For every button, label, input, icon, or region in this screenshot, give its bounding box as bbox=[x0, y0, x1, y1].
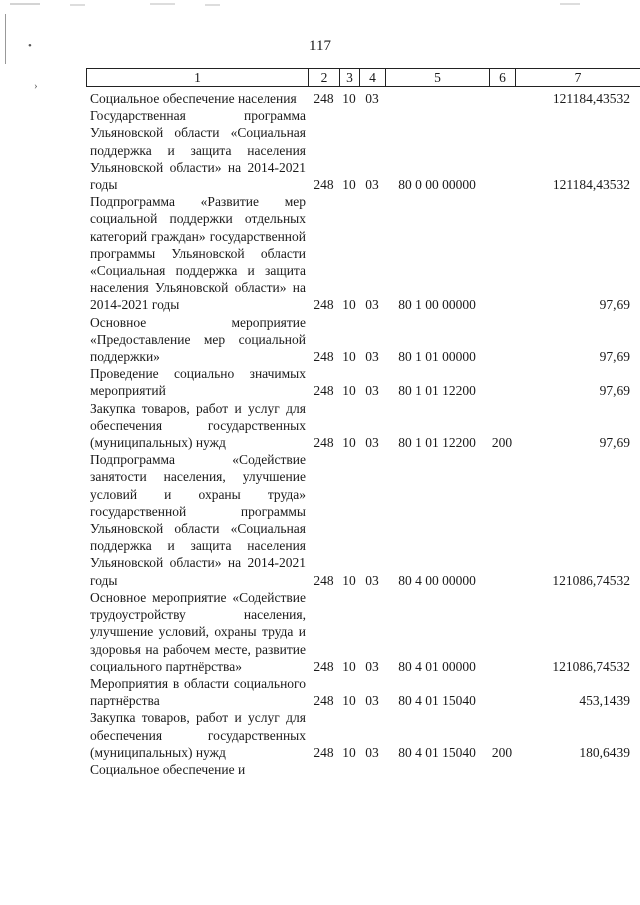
table-row bbox=[86, 451, 640, 589]
row-code-4: 03 bbox=[365, 383, 379, 399]
row-name: Государственная программа Ульяновской области «Социальная поддержка и защита населения Ульяновской области» на 2014-2021 годы bbox=[90, 108, 306, 193]
row-code-3: 10 bbox=[342, 297, 356, 313]
row-code-5: 80 4 01 15040 bbox=[398, 693, 476, 709]
row-code-2: 248 bbox=[313, 693, 334, 709]
column-header-table bbox=[86, 68, 640, 87]
column-header: 2 bbox=[309, 69, 340, 87]
row-amount: 121184,43532 bbox=[552, 91, 630, 106]
budget-rows bbox=[86, 90, 640, 778]
row-code-5: 80 1 01 12200 bbox=[398, 383, 476, 399]
table-row bbox=[86, 709, 640, 761]
column-header: 4 bbox=[360, 69, 386, 87]
column-header: 3 bbox=[340, 69, 360, 87]
row-amount: 453,1439 bbox=[579, 693, 630, 709]
row-code-2: 248 bbox=[313, 349, 334, 365]
row-code-5: 80 4 00 00000 bbox=[398, 572, 476, 588]
row-code-2: 248 bbox=[313, 383, 334, 399]
row-code-3: 10 bbox=[342, 572, 356, 588]
column-header: 1 bbox=[87, 69, 309, 87]
row-amount: 180,6439 bbox=[579, 744, 630, 760]
row-code-3: 10 bbox=[342, 349, 356, 365]
row-code-3: 10 bbox=[342, 435, 356, 451]
row-code-6: 200 bbox=[491, 435, 513, 451]
table-row bbox=[86, 761, 640, 778]
row-name: Мероприятия в области социального партнёрства bbox=[90, 675, 306, 709]
table-row bbox=[86, 675, 640, 709]
row-code-3: 10 bbox=[342, 658, 356, 674]
row-code-2: 248 bbox=[313, 435, 334, 451]
row-code-5: 80 4 01 00000 bbox=[398, 658, 476, 674]
row-name: Социальное обеспечение и bbox=[90, 761, 246, 777]
table-row bbox=[86, 90, 640, 107]
row-amount: 97,69 bbox=[599, 435, 630, 451]
margin-mark: • bbox=[28, 40, 32, 52]
row-code-4: 03 bbox=[365, 658, 379, 674]
row-code-4: 03 bbox=[365, 572, 379, 588]
row-code-2: 248 bbox=[313, 572, 334, 588]
row-name: Закупка товаров, работ и услуг для обеспечения государственных (муниципальных) нужд bbox=[90, 710, 306, 760]
column-header: 6 bbox=[490, 69, 516, 87]
row-code-5: 80 1 00 00000 bbox=[398, 297, 476, 313]
row-name: Закупка товаров, работ и услуг для обеспечения государственных (муниципальных) нужд bbox=[90, 400, 306, 451]
row-code-3: 10 bbox=[342, 91, 356, 106]
row-code-4: 03 bbox=[365, 435, 379, 451]
row-name: Подпрограмма «Содействие занятости населения, улучшение условий и охраны труда» государственной программы Ульяновской области «Социальная поддержка и защита населения Ульяновской области» на 2014-2021 годы bbox=[90, 452, 306, 588]
row-amount: 121184,43532 bbox=[552, 177, 630, 193]
scan-artifact-top bbox=[0, 0, 640, 14]
row-code-5: 80 1 01 12200 bbox=[398, 435, 476, 451]
row-code-5: 80 0 00 00000 bbox=[398, 177, 476, 193]
row-code-4: 03 bbox=[365, 693, 379, 709]
row-name: Основное мероприятие «Предоставление мер социальной поддержки» bbox=[90, 314, 306, 365]
row-code-6: 200 bbox=[491, 744, 513, 760]
row-amount: 97,69 bbox=[599, 349, 630, 365]
row-code-3: 10 bbox=[342, 177, 356, 193]
row-amount: 121086,74532 bbox=[552, 658, 630, 674]
row-code-2: 248 bbox=[313, 297, 334, 313]
page-number: 117 bbox=[309, 38, 331, 54]
table-row bbox=[86, 400, 640, 452]
row-code-4: 03 bbox=[365, 91, 379, 106]
row-code-2: 248 bbox=[313, 744, 334, 760]
row-name: Основное мероприятие «Содействие трудоустройству населения, улучшение условий, охраны труда и здоровья на рабочем месте, развитие социального партнёрства» bbox=[90, 589, 306, 674]
table-row bbox=[86, 365, 640, 399]
row-code-3: 10 bbox=[342, 744, 356, 760]
row-code-4: 03 bbox=[365, 744, 379, 760]
row-amount: 97,69 bbox=[599, 383, 630, 399]
table-row bbox=[86, 589, 640, 675]
row-code-3: 10 bbox=[342, 383, 356, 399]
row-code-3: 10 bbox=[342, 693, 356, 709]
margin-mark: › bbox=[34, 80, 38, 92]
row-code-5: 80 1 01 00000 bbox=[398, 349, 476, 365]
column-header-row bbox=[87, 69, 640, 87]
row-code-2: 248 bbox=[313, 658, 334, 674]
row-code-2: 248 bbox=[313, 91, 334, 106]
table-row bbox=[86, 314, 640, 366]
row-code-5: 80 4 01 15040 bbox=[398, 744, 476, 760]
row-code-4: 03 bbox=[365, 177, 379, 193]
row-amount: 121086,74532 bbox=[552, 572, 630, 588]
table-row bbox=[86, 107, 640, 193]
row-name: Подпрограмма «Развитие мер социальной поддержки отдельных категорий граждан» государственной программы Ульяновской области «Социальная поддержка и защита населения Ульяновской области» на 2014-2021 годы bbox=[90, 194, 306, 313]
column-header: 5 bbox=[386, 69, 490, 87]
row-code-2: 248 bbox=[313, 177, 334, 193]
row-code-4: 03 bbox=[365, 349, 379, 365]
row-amount: 97,69 bbox=[599, 297, 630, 313]
row-code-4: 03 bbox=[365, 297, 379, 313]
row-name: Проведение социально значимых мероприятий bbox=[90, 366, 306, 399]
row-name: Социальное обеспечение населения bbox=[90, 91, 297, 106]
table-row bbox=[86, 193, 640, 313]
column-header: 7 bbox=[516, 69, 640, 87]
